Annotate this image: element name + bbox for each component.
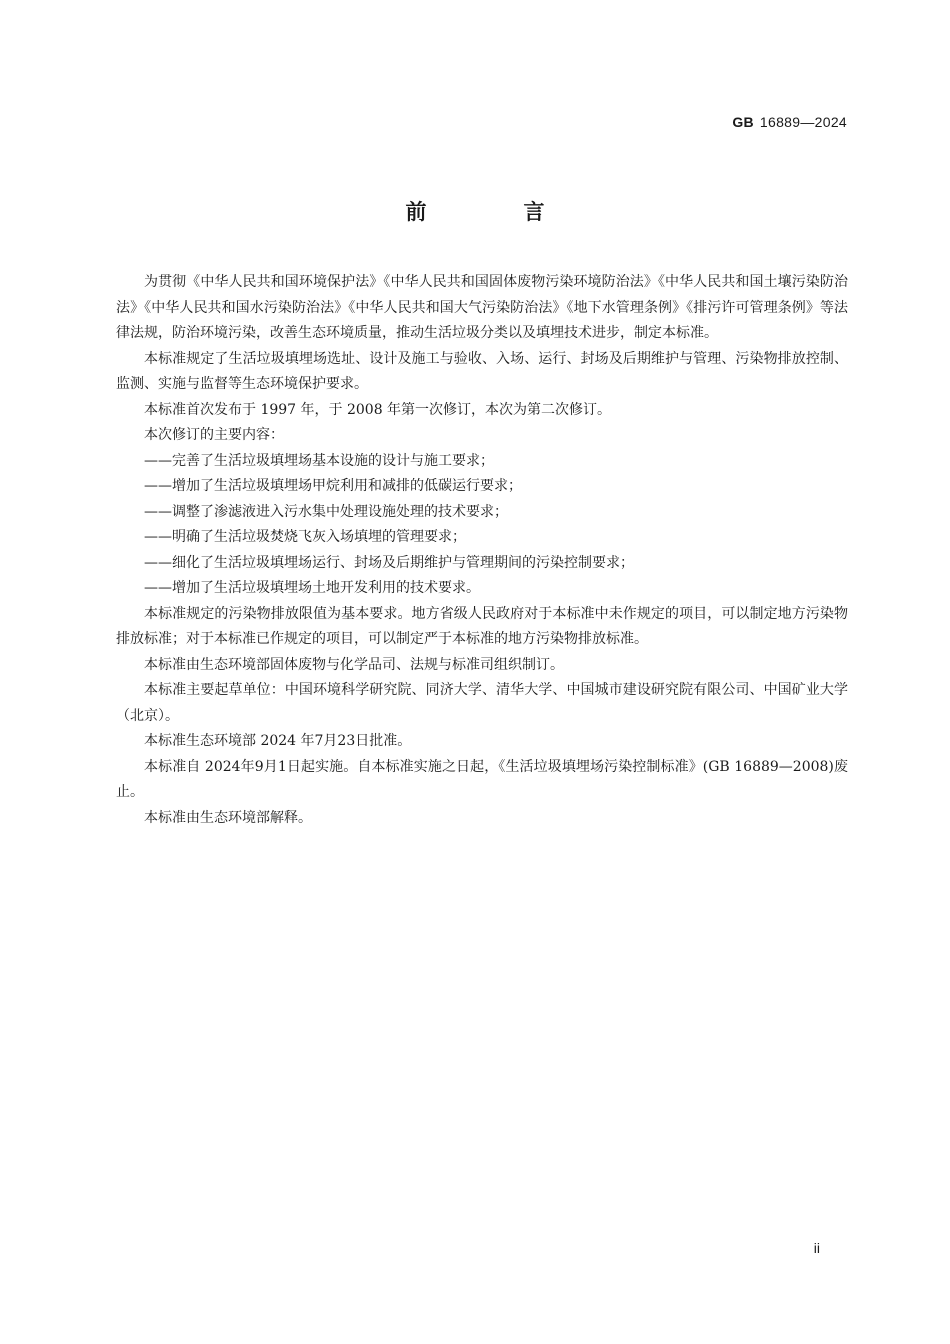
revision-item: ——增加了生活垃圾填埋场甲烷利用和减排的低碳运行要求； xyxy=(144,478,522,494)
paragraph-purpose: 为贯彻《中华人民共和国环境保护法》《中华人民共和国固体废物污染环境防治法》《中华人民共和国土壤污染防治法》《中华人民共和国水污染防治法》《中华人民共和国大气污染防治法》《地下水管理条例》《排污许可管理条例》等法律法规，防治环境污染，改善生态环境质量，推动生活垃圾分类以及填埋技术进步，制定本标准。 xyxy=(116,274,848,341)
revision-item: ——调整了渗滤液进入污水集中处理设施处理的技术要求； xyxy=(144,503,508,520)
paragraph-organizer: 本标准由生态环境部固体废物与化学品司、法规与标准司组织制订。 xyxy=(144,656,564,673)
standard-code-number: 16889—2024 xyxy=(759,114,847,130)
standard-code-prefix: GB xyxy=(732,114,754,130)
paragraph-drafting-units: 本标准主要起草单位：中国环境科学研究院、同济大学、清华大学、中国城市建设研究院有限公司、中国矿业大学（北京）。 xyxy=(116,682,848,724)
paragraph-scope: 本标准规定了生活垃圾填埋场选址、设计及施工与验收、入场、运行、封场及后期维护与管理、污染物排放控制、监测、实施与监督等生态环境保护要求。 xyxy=(116,350,848,392)
foreword-body xyxy=(116,270,848,831)
revision-item: ——细化了生活垃圾填埋场运行、封场及后期维护与管理期间的污染控制要求； xyxy=(144,554,634,571)
page-number: ii xyxy=(813,1240,820,1256)
paragraph-approval: 本标准生态环境部 2024 年7月23日批准。 xyxy=(144,733,412,749)
paragraph-interpretation: 本标准由生态环境部解释。 xyxy=(144,809,312,826)
paragraph-implementation: 本标准自 2024年9月1日起实施。自本标准实施之日起，《生活垃圾填埋场污染控制标准》(GB 16889—2008)废止。 xyxy=(116,758,848,800)
revision-item: ——增加了生活垃圾填埋场土地开发利用的技术要求。 xyxy=(144,580,480,596)
revision-item: ——明确了生活垃圾焚烧飞灰入场填埋的管理要求； xyxy=(144,529,466,545)
paragraph-emission-limits: 本标准规定的污染物排放限值为基本要求。地方省级人民政府对于本标准中未作规定的项目，可以制定地方污染物排放标准；对于本标准已作规定的项目，可以制定严于本标准的地方污染物排放标准。 xyxy=(116,605,848,647)
paragraph-revision-intro: 本次修订的主要内容： xyxy=(144,427,284,443)
standard-code xyxy=(732,114,847,130)
paragraph-history: 本标准首次发布于 1997 年，于 2008 年第一次修订，本次为第二次修订。 xyxy=(144,401,612,418)
revision-item: ——完善了生活垃圾填埋场基本设施的设计与施工要求； xyxy=(144,452,494,469)
page-title: 前 言 xyxy=(405,200,583,224)
